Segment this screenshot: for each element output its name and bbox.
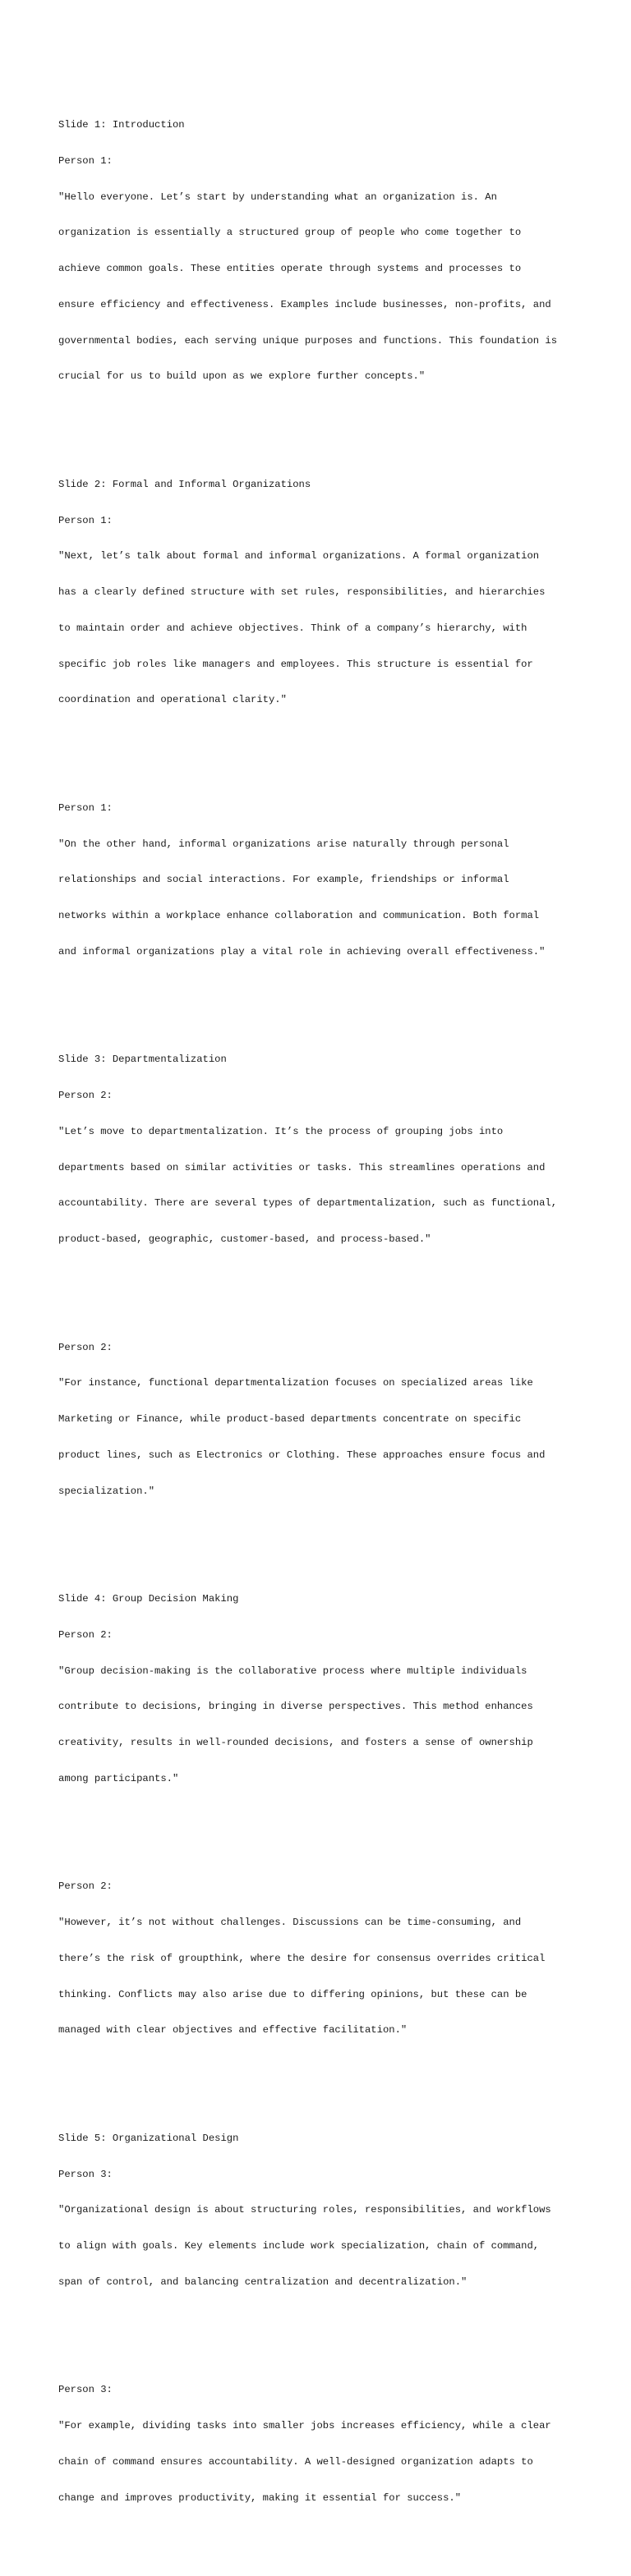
paragraph-slide-2-informal [58, 778, 584, 982]
text-line: thinking. Conflicts may also arise due to differing opinions, but these can be [58, 1988, 527, 2000]
text-line: "For example, dividing tasks into smaller jobs increases efficiency, while a clear [58, 2419, 551, 2431]
paragraph-slide-4-challenges [58, 1857, 584, 2060]
text-line: chain of command ensures accountability. A well-designed organization adapts to [58, 2455, 533, 2468]
text-line: ensure efficiency and effectiveness. Examples include businesses, non-profits, and [58, 298, 551, 310]
paragraph-slide-5 [58, 2109, 584, 2312]
text-line: "On the other hand, informal organizations arise naturally through personal [58, 838, 509, 850]
slide-heading: Slide 2: Formal and Informal Organizations [58, 478, 311, 490]
slide-heading: Slide 1: Introduction [58, 118, 185, 131]
text-line: governmental bodies, each serving unique purposes and functions. This foundation is [58, 334, 558, 347]
speaker-label: Person 2: [58, 1880, 113, 1893]
text-line: "Next, let’s talk about formal and informal organizations. A formal organization [58, 550, 540, 562]
text-line: product-based, geographic, customer-based, and process-based." [58, 1233, 431, 1246]
speaker-label: Person 1: [58, 154, 113, 167]
text-line: change and improves productivity, making it essential for success." [58, 2491, 462, 2504]
text-line: coordination and operational clarity." [58, 694, 287, 706]
paragraph-slide-3-examples [58, 1317, 584, 1521]
text-line: creativity, results in well-rounded decisions, and fosters a sense of ownership [58, 1737, 533, 1749]
text-line: among participants." [58, 1772, 179, 1784]
speaker-label: Person 2: [58, 1341, 113, 1353]
text-line: "Hello everyone. Let’s start by understanding what an organization is. An [58, 191, 497, 203]
paragraph-slide-3 [58, 1030, 584, 1270]
text-line: "For instance, functional departmentalization focuses on specialized areas like [58, 1377, 533, 1389]
text-line: to align with goals. Key elements include work specialization, chain of command, [58, 2240, 540, 2252]
text-line: accountability. There are several types of departmentalization, such as functional, [58, 1197, 558, 1210]
speaker-label: Person 2: [58, 1628, 113, 1641]
text-line: Marketing or Finance, while product-based departments concentrate on specific [58, 1413, 522, 1426]
slide-heading: Slide 3: Departmentalization [58, 1054, 227, 1066]
text-line: organization is essentially a structured group of people who come together to [58, 227, 522, 239]
slide-heading: Slide 4: Group Decision Making [58, 1593, 239, 1605]
text-line: "Organizational design is about structuring roles, responsibilities, and workflows [58, 2204, 551, 2216]
text-line: to maintain order and achieve objectives. Think of a company’s hierarchy, with [58, 622, 527, 634]
text-line: specialization." [58, 1485, 155, 1497]
text-line: networks within a workplace enhance collaboration and communication. Both formal [58, 910, 540, 922]
text-line: and informal organizations play a vital role in achieving overall effectiveness." [58, 945, 546, 957]
speaker-label: Person 3: [58, 2168, 113, 2180]
speaker-label: Person 1: [58, 801, 113, 814]
speaker-label: Person 3: [58, 2384, 113, 2396]
paragraph-slide-2 [58, 455, 584, 731]
text-line: there’s the risk of groupthink, where the desire for consensus overrides critical [58, 1952, 546, 1964]
slide-heading: Slide 5: Organizational Design [58, 2132, 239, 2144]
text-line: product lines, such as Electronics or Clothing. These approaches ensure focus and [58, 1449, 546, 1461]
text-line: specific job roles like managers and employees. This structure is essential for [58, 658, 533, 670]
text-line: achieve common goals. These entities operate through systems and processes to [58, 263, 522, 275]
text-line: relationships and social interactions. For example, friendships or informal [58, 874, 509, 886]
document-body [58, 59, 584, 2576]
paragraph-slide-4 [58, 1569, 584, 1809]
text-line: span of control, and balancing centralization and decentralization." [58, 2275, 467, 2288]
text-line: crucial for us to build upon as we explore further concepts." [58, 370, 426, 383]
text-line: "Let’s move to departmentalization. It’s the process of grouping jobs into [58, 1125, 504, 1137]
text-line: has a clearly defined structure with set rules, responsibilities, and hierarchies [58, 586, 546, 599]
speaker-label: Person 1: [58, 514, 113, 526]
text-line: departments based on similar activities or tasks. This streamlines operations and [58, 1161, 546, 1173]
paragraph-slide-1 [58, 95, 584, 406]
text-line: "However, it’s not without challenges. Discussions can be time-consuming, and [58, 1917, 522, 1929]
paragraph-slide-5-examples [58, 2360, 584, 2528]
speaker-label: Person 2: [58, 1090, 113, 1102]
text-line: "Group decision-making is the collaborative process where multiple individuals [58, 1665, 527, 1677]
text-line: managed with clear objectives and effective facilitation." [58, 2024, 408, 2036]
text-line: contribute to decisions, bringing in diverse perspectives. This method enhances [58, 1701, 533, 1713]
